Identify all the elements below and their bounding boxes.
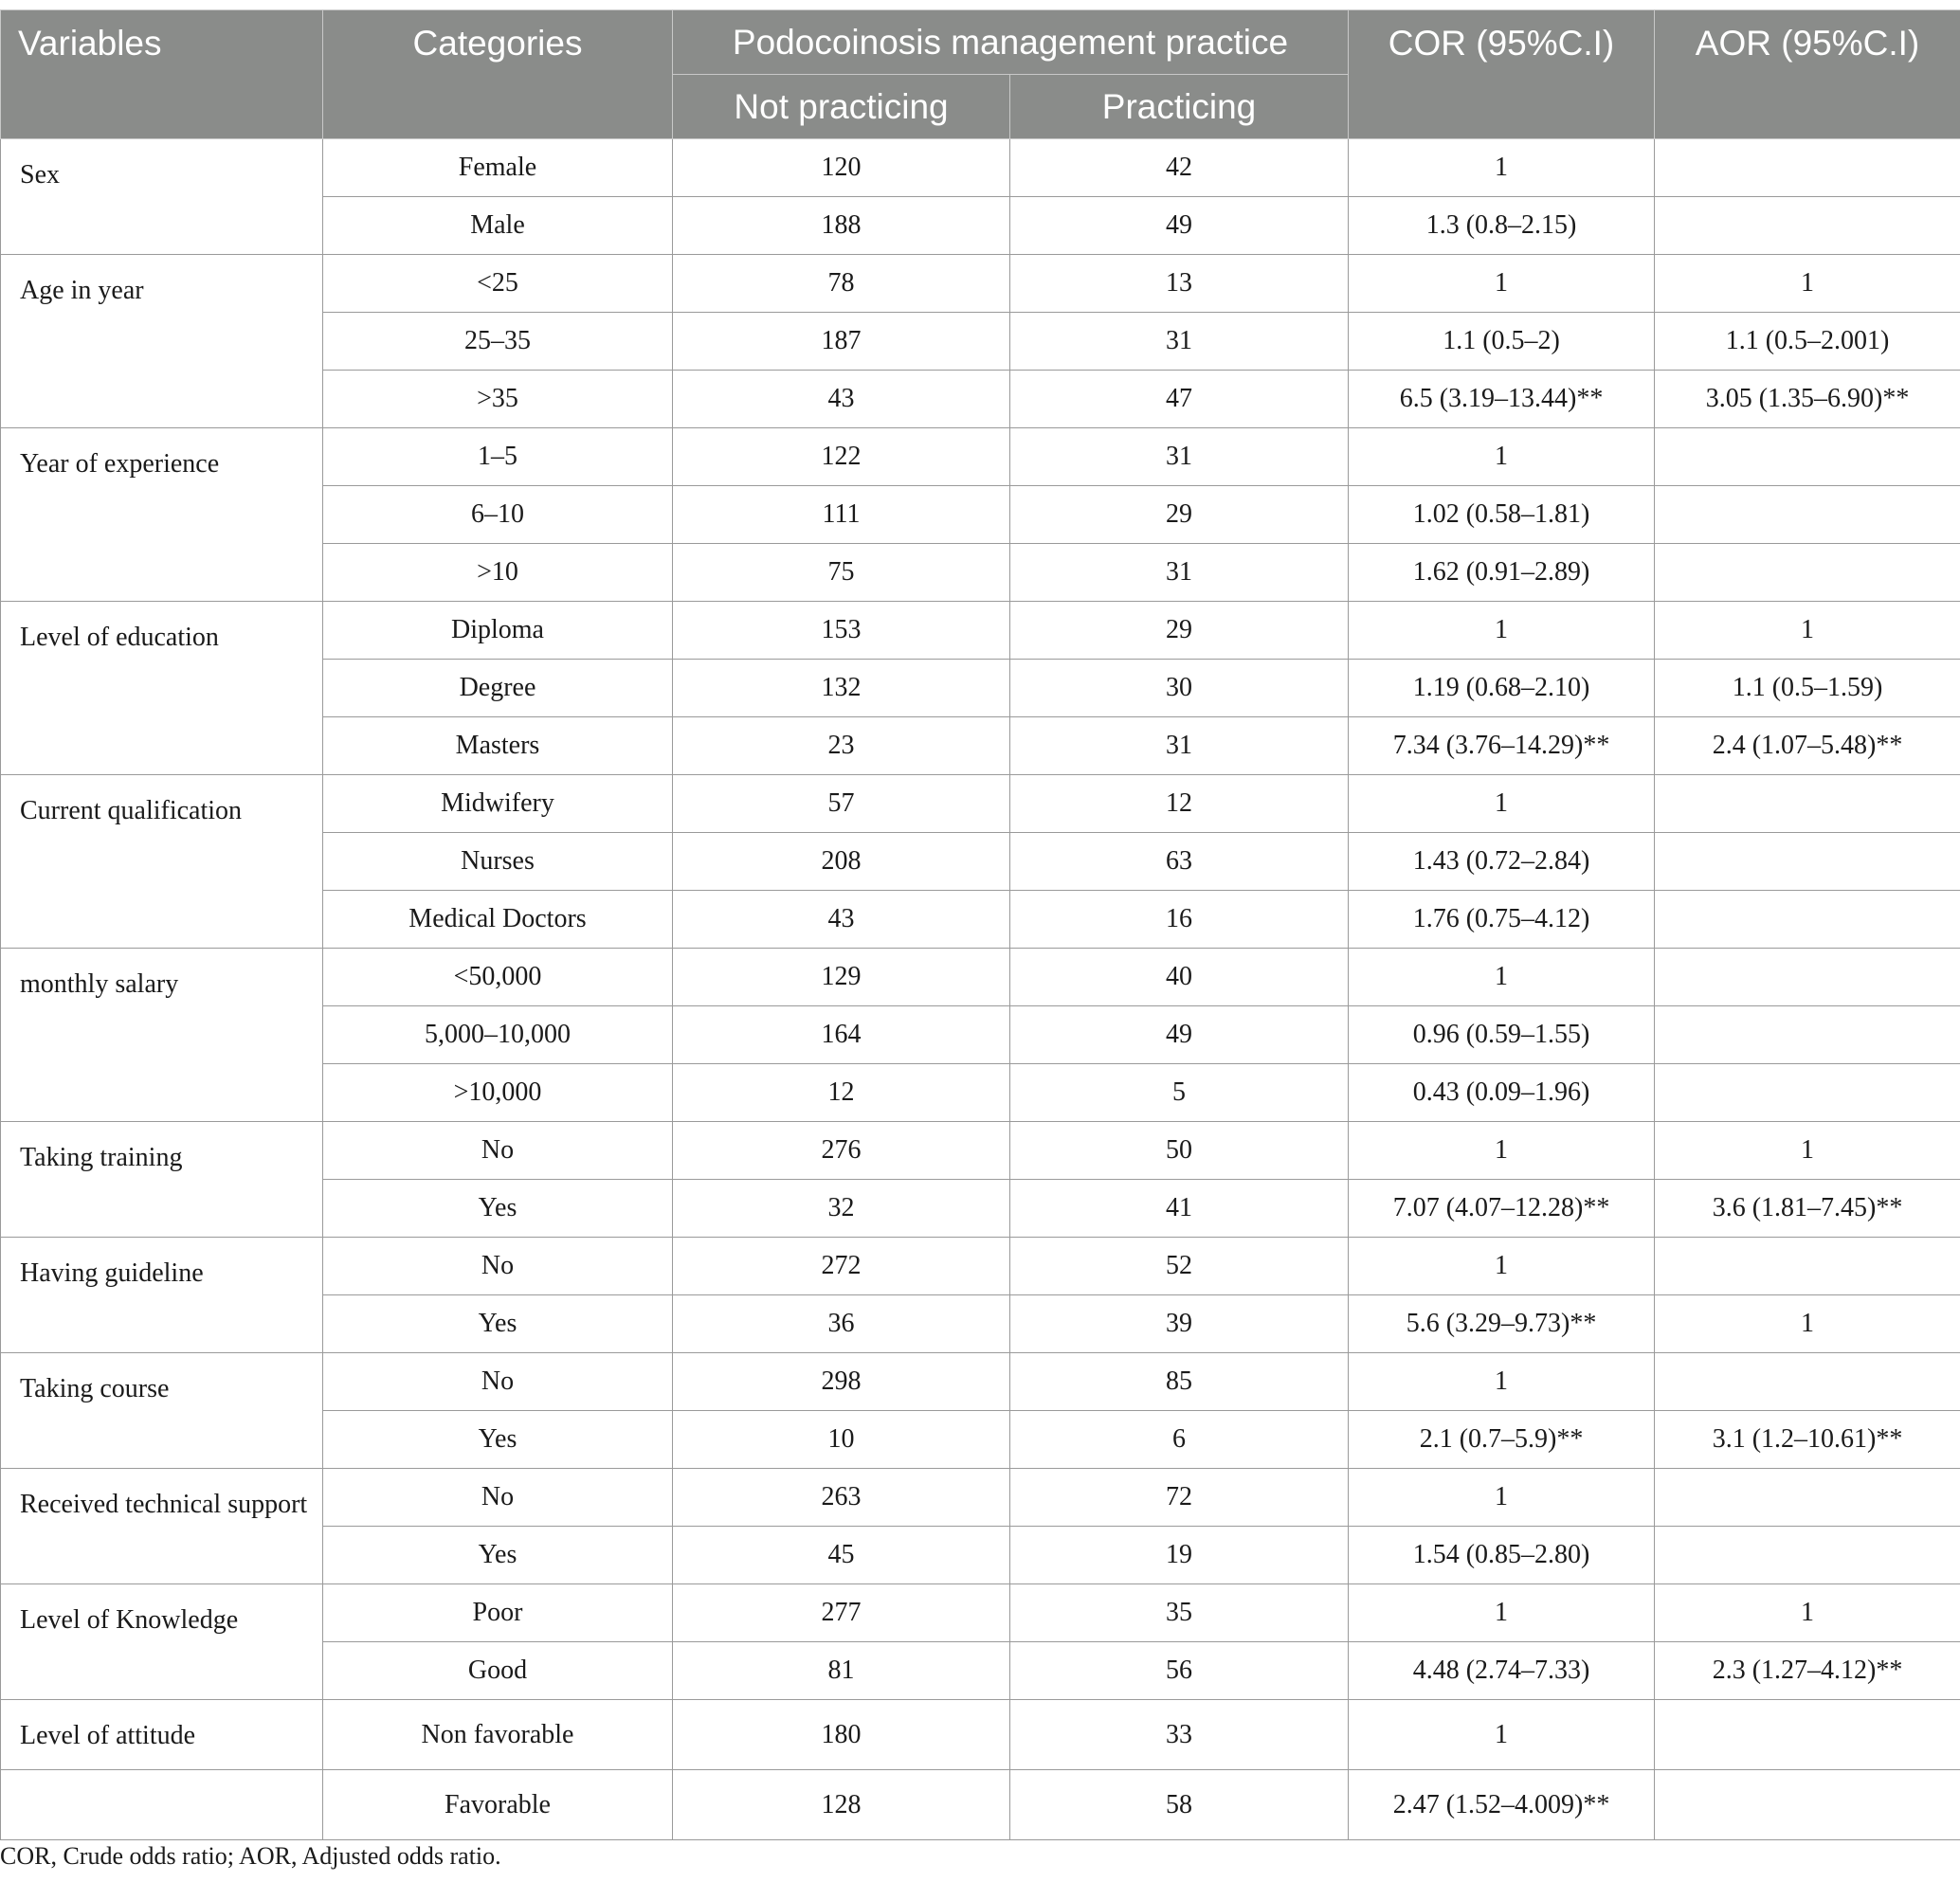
aor-cell [1655,1064,1960,1122]
category-cell: Female [323,139,673,197]
not-practicing-cell: 277 [673,1584,1010,1642]
table-row [1,1238,1960,1295]
not-practicing-cell: 128 [673,1770,1010,1840]
category-cell: <25 [323,255,673,313]
table-row [1,139,1960,197]
cor-cell: 1.43 (0.72–2.84) [1349,833,1655,891]
aor-cell [1655,1353,1960,1411]
not-practicing-cell: 263 [673,1469,1010,1527]
aor-cell [1655,1527,1960,1584]
not-practicing-cell: 187 [673,313,1010,371]
not-practicing-cell: 10 [673,1411,1010,1469]
not-practicing-cell: 129 [673,949,1010,1006]
practicing-cell: 52 [1010,1238,1349,1295]
cor-cell: 1 [1349,1122,1655,1180]
not-practicing-cell: 120 [673,139,1010,197]
aor-cell [1655,1006,1960,1064]
aor-cell [1655,1770,1960,1840]
table-footnote: COR, Crude odds ratio; AOR, Adjusted odds ratio. [0,1842,501,1870]
category-cell: Midwifery [323,775,673,833]
table-row [1,1469,1960,1527]
category-cell: Degree [323,660,673,717]
cor-cell: 2.47 (1.52–4.009)** [1349,1770,1655,1840]
category-cell: 1–5 [323,428,673,486]
practicing-cell: 85 [1010,1353,1349,1411]
cor-cell: 1 [1349,1469,1655,1527]
cor-cell: 1 [1349,1700,1655,1770]
category-cell: No [323,1353,673,1411]
cor-cell: 1.3 (0.8–2.15) [1349,197,1655,255]
aor-cell: 1 [1655,1295,1960,1353]
not-practicing-cell: 43 [673,891,1010,949]
not-practicing-cell: 276 [673,1122,1010,1180]
table-row [1,1770,1960,1840]
not-practicing-cell: 45 [673,1527,1010,1584]
practicing-cell: 29 [1010,486,1349,544]
aor-cell: 3.1 (1.2–10.61)** [1655,1411,1960,1469]
not-practicing-cell: 81 [673,1642,1010,1700]
header-not-practicing: Not practicing [673,75,1010,139]
category-cell: Medical Doctors [323,891,673,949]
category-cell: Yes [323,1180,673,1238]
practicing-cell: 41 [1010,1180,1349,1238]
practicing-cell: 56 [1010,1642,1349,1700]
practicing-cell: 42 [1010,139,1349,197]
practicing-cell: 50 [1010,1122,1349,1180]
practicing-cell: 31 [1010,313,1349,371]
category-cell: Yes [323,1527,673,1584]
category-cell: >10,000 [323,1064,673,1122]
cor-cell: 0.96 (0.59–1.55) [1349,1006,1655,1064]
category-cell: Yes [323,1295,673,1353]
category-cell: Male [323,197,673,255]
category-cell: Favorable [323,1770,673,1840]
header-practicing: Practicing [1010,75,1349,139]
table-row [1,949,1960,1006]
aor-cell [1655,1469,1960,1527]
cor-cell: 1 [1349,602,1655,660]
header-categories: Categories [323,10,673,139]
not-practicing-cell: 57 [673,775,1010,833]
variable-cell [1,1770,323,1840]
practicing-cell: 58 [1010,1770,1349,1840]
not-practicing-cell: 78 [673,255,1010,313]
aor-cell [1655,486,1960,544]
practicing-cell: 39 [1010,1295,1349,1353]
cor-cell: 1.76 (0.75–4.12) [1349,891,1655,949]
not-practicing-cell: 122 [673,428,1010,486]
cor-cell: 2.1 (0.7–5.9)** [1349,1411,1655,1469]
practicing-cell: 40 [1010,949,1349,1006]
practicing-cell: 30 [1010,660,1349,717]
aor-cell [1655,139,1960,197]
aor-cell [1655,1238,1960,1295]
practicing-cell: 31 [1010,544,1349,602]
not-practicing-cell: 298 [673,1353,1010,1411]
not-practicing-cell: 208 [673,833,1010,891]
aor-cell: 1.1 (0.5–2.001) [1655,313,1960,371]
table-body [1,139,1960,1840]
practicing-cell: 13 [1010,255,1349,313]
practicing-cell: 33 [1010,1700,1349,1770]
not-practicing-cell: 12 [673,1064,1010,1122]
cor-cell: 0.43 (0.09–1.96) [1349,1064,1655,1122]
not-practicing-cell: 153 [673,602,1010,660]
practicing-cell: 12 [1010,775,1349,833]
practicing-cell: 5 [1010,1064,1349,1122]
header-practice-group: Podocoinosis management practice [673,10,1349,75]
practicing-cell: 49 [1010,1006,1349,1064]
practicing-cell: 16 [1010,891,1349,949]
not-practicing-cell: 188 [673,197,1010,255]
table-row [1,602,1960,660]
header-cor: COR (95%C.I) [1349,10,1655,139]
results-table [0,9,1960,1840]
variable-cell: Year of experience [1,428,323,602]
category-cell: Masters [323,717,673,775]
cor-cell: 1.1 (0.5–2) [1349,313,1655,371]
not-practicing-cell: 75 [673,544,1010,602]
practicing-cell: 6 [1010,1411,1349,1469]
aor-cell [1655,1700,1960,1770]
not-practicing-cell: 272 [673,1238,1010,1295]
variable-cell: Sex [1,139,323,255]
cor-cell: 1.02 (0.58–1.81) [1349,486,1655,544]
practicing-cell: 47 [1010,371,1349,428]
not-practicing-cell: 111 [673,486,1010,544]
category-cell: >10 [323,544,673,602]
category-cell: Non favorable [323,1700,673,1770]
cor-cell: 1 [1349,428,1655,486]
aor-cell: 1 [1655,1122,1960,1180]
aor-cell: 1 [1655,602,1960,660]
aor-cell: 1.1 (0.5–1.59) [1655,660,1960,717]
cor-cell: 1 [1349,1584,1655,1642]
practicing-cell: 31 [1010,717,1349,775]
practicing-cell: 19 [1010,1527,1349,1584]
variable-cell: Received technical support [1,1469,323,1584]
variable-cell: Level of education [1,602,323,775]
cor-cell: 7.07 (4.07–12.28)** [1349,1180,1655,1238]
table-row [1,1353,1960,1411]
cor-cell: 1.54 (0.85–2.80) [1349,1527,1655,1584]
table-row [1,775,1960,833]
practicing-cell: 72 [1010,1469,1349,1527]
category-cell: 25–35 [323,313,673,371]
table-header [1,10,1960,139]
table-row [1,428,1960,486]
header-variables: Variables [1,10,323,139]
aor-cell: 1 [1655,255,1960,313]
aor-cell [1655,197,1960,255]
cor-cell: 1 [1349,1238,1655,1295]
not-practicing-cell: 23 [673,717,1010,775]
variable-cell: Level of Knowledge [1,1584,323,1700]
cor-cell: 1 [1349,139,1655,197]
practicing-cell: 35 [1010,1584,1349,1642]
cor-cell: 1 [1349,255,1655,313]
cor-cell: 6.5 (3.19–13.44)** [1349,371,1655,428]
category-cell: Poor [323,1584,673,1642]
cor-cell: 1.62 (0.91–2.89) [1349,544,1655,602]
table-row [1,1700,1960,1770]
table-row [1,255,1960,313]
aor-cell: 2.4 (1.07–5.48)** [1655,717,1960,775]
category-cell: No [323,1122,673,1180]
category-cell: No [323,1238,673,1295]
not-practicing-cell: 180 [673,1700,1010,1770]
category-cell: Yes [323,1411,673,1469]
category-cell: >35 [323,371,673,428]
variable-cell: Age in year [1,255,323,428]
variable-cell: monthly salary [1,949,323,1122]
practicing-cell: 63 [1010,833,1349,891]
variable-cell: Taking training [1,1122,323,1238]
header-aor: AOR (95%C.I) [1655,10,1960,139]
category-cell: No [323,1469,673,1527]
practicing-cell: 31 [1010,428,1349,486]
category-cell: <50,000 [323,949,673,1006]
variable-cell: Current qualification [1,775,323,949]
category-cell: Diploma [323,602,673,660]
table-row [1,1584,1960,1642]
aor-cell [1655,775,1960,833]
aor-cell [1655,428,1960,486]
variable-cell: Taking course [1,1353,323,1469]
not-practicing-cell: 36 [673,1295,1010,1353]
table-container [0,9,1960,1840]
aor-cell: 1 [1655,1584,1960,1642]
cor-cell: 1 [1349,949,1655,1006]
table-row [1,1122,1960,1180]
cor-cell: 5.6 (3.29–9.73)** [1349,1295,1655,1353]
not-practicing-cell: 43 [673,371,1010,428]
category-cell: Good [323,1642,673,1700]
variable-cell: Level of attitude [1,1700,323,1770]
not-practicing-cell: 32 [673,1180,1010,1238]
not-practicing-cell: 132 [673,660,1010,717]
aor-cell [1655,833,1960,891]
cor-cell: 1.19 (0.68–2.10) [1349,660,1655,717]
aor-cell [1655,949,1960,1006]
category-cell: Nurses [323,833,673,891]
not-practicing-cell: 164 [673,1006,1010,1064]
category-cell: 5,000–10,000 [323,1006,673,1064]
aor-cell: 3.05 (1.35–6.90)** [1655,371,1960,428]
aor-cell [1655,891,1960,949]
aor-cell [1655,544,1960,602]
aor-cell: 3.6 (1.81–7.45)** [1655,1180,1960,1238]
cor-cell: 4.48 (2.74–7.33) [1349,1642,1655,1700]
practicing-cell: 29 [1010,602,1349,660]
cor-cell: 1 [1349,1353,1655,1411]
practicing-cell: 49 [1010,197,1349,255]
cor-cell: 7.34 (3.76–14.29)** [1349,717,1655,775]
category-cell: 6–10 [323,486,673,544]
aor-cell: 2.3 (1.27–4.12)** [1655,1642,1960,1700]
cor-cell: 1 [1349,775,1655,833]
variable-cell: Having guideline [1,1238,323,1353]
